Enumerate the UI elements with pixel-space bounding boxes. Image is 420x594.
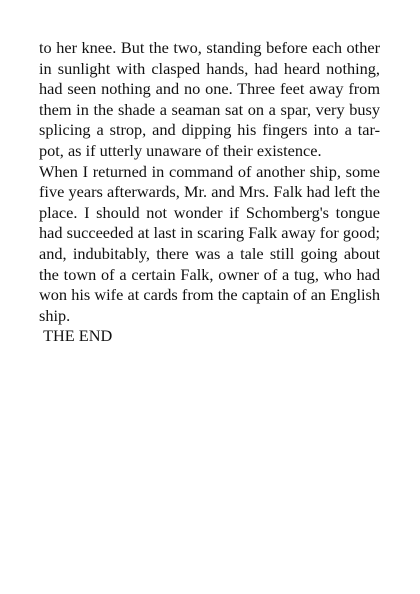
the-end-text [39,326,380,347]
paragraph-2: When I returned in command of another ship, some five years afterwards, Mr. and Mrs. Falk had left the place. I should not wonder if Schomberg's tongue had succeeded at last in scaring Falk away for good; and, indubitably, there was a tale still going about the town of a certain Falk, owner of a tug, who had won his wife at cards from the captain of an English ship. [39,161,380,325]
the-end-label: THE END [43,326,113,346]
body-text [39,38,380,347]
paragraph-1: to her knee. But the two, standing before each other in sunlight with clasped hands, had heard nothing, had seen nothing and no one. Three feet away from them in the shade a seaman sat on a spar, very busy splicing a strop, and dipping his fingers into a tar-pot, as if utterly unaware of their existence. [39,38,380,160]
